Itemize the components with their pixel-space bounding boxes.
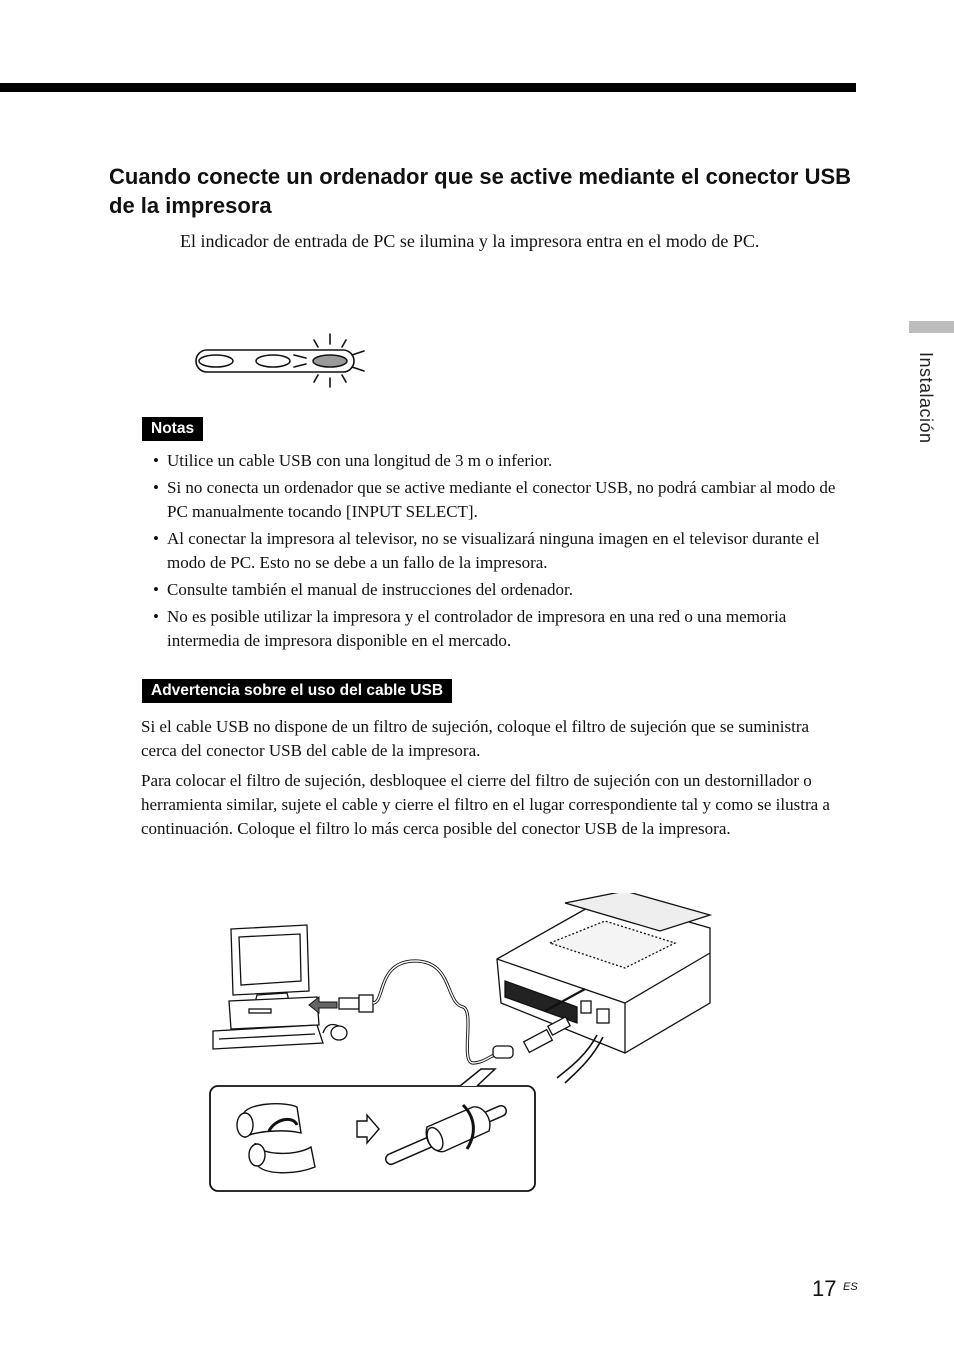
note-item: • Utilice un cable USB con una longitud de 3 m o inferior. — [153, 449, 843, 473]
input-led-1 — [199, 355, 233, 367]
power-cable — [557, 1035, 603, 1083]
usb-warning-label: Advertencia sobre el uso del cable USB — [142, 679, 452, 703]
ferrite-core-on-cable — [493, 1046, 513, 1058]
printer-illustration — [497, 893, 710, 1053]
computer-illustration — [213, 925, 347, 1049]
usb-cable — [373, 961, 505, 1063]
page-language-code: ES — [843, 1281, 858, 1293]
notes-list — [153, 449, 843, 656]
top-rule — [0, 83, 856, 92]
section-tab-marker — [909, 321, 954, 333]
usb-connection-illustration — [205, 893, 715, 1198]
note-item: • Consulte también el manual de instrucciones del ordenador. — [153, 578, 843, 602]
usb-plug-left — [339, 995, 373, 1012]
input-led-2 — [256, 355, 290, 367]
note-item: • Al conectar la impresora al televisor, no se visualizará ninguna imagen en el televisor durante el modo de PC. Esto no se debe a un fallo de la impresora. — [153, 527, 843, 575]
notes-label: Notas — [142, 417, 203, 441]
section-side-label: Instalación — [916, 352, 936, 444]
ferrite-inset-frame — [210, 1086, 535, 1191]
intro-paragraph: El indicador de entrada de PC se ilumina y la impresora entra en el modo de PC. — [180, 231, 760, 251]
section-heading: Cuando conecte un ordenador que se active mediante el conector USB de la impresora — [109, 164, 852, 218]
warning-paragraph: Si el cable USB no dispone de un filtro de sujeción, coloque el filtro de sujeción que se suministra cerca del conector USB del cable de la impresora. — [141, 717, 810, 760]
note-item: • No es posible utilizar la impresora y el controlador de impresora en una red o una memoria intermedia de impresora disponible en el mercado. — [153, 605, 843, 653]
note-item: • Si no conecta un ordenador que se active mediante el conector USB, no podrá cambiar al modo de PC manualmente tocando [INPUT SELECT]. — [153, 476, 843, 524]
warning-paragraph: Para colocar el filtro de sujeción, desbloquee el cierre del filtro de sujeción con un destornillador o herramienta similar, sujete el cable y cierre el filtro en el lugar correspondiente tal y como se ilustra a continuación. Coloque el filtro lo más cerca posible del conector USB de la impresora. — [141, 771, 830, 838]
pc-input-led-lit — [313, 355, 347, 367]
pc-input-indicator-illustration — [190, 330, 380, 392]
page-number: 17 — [812, 1276, 837, 1301]
